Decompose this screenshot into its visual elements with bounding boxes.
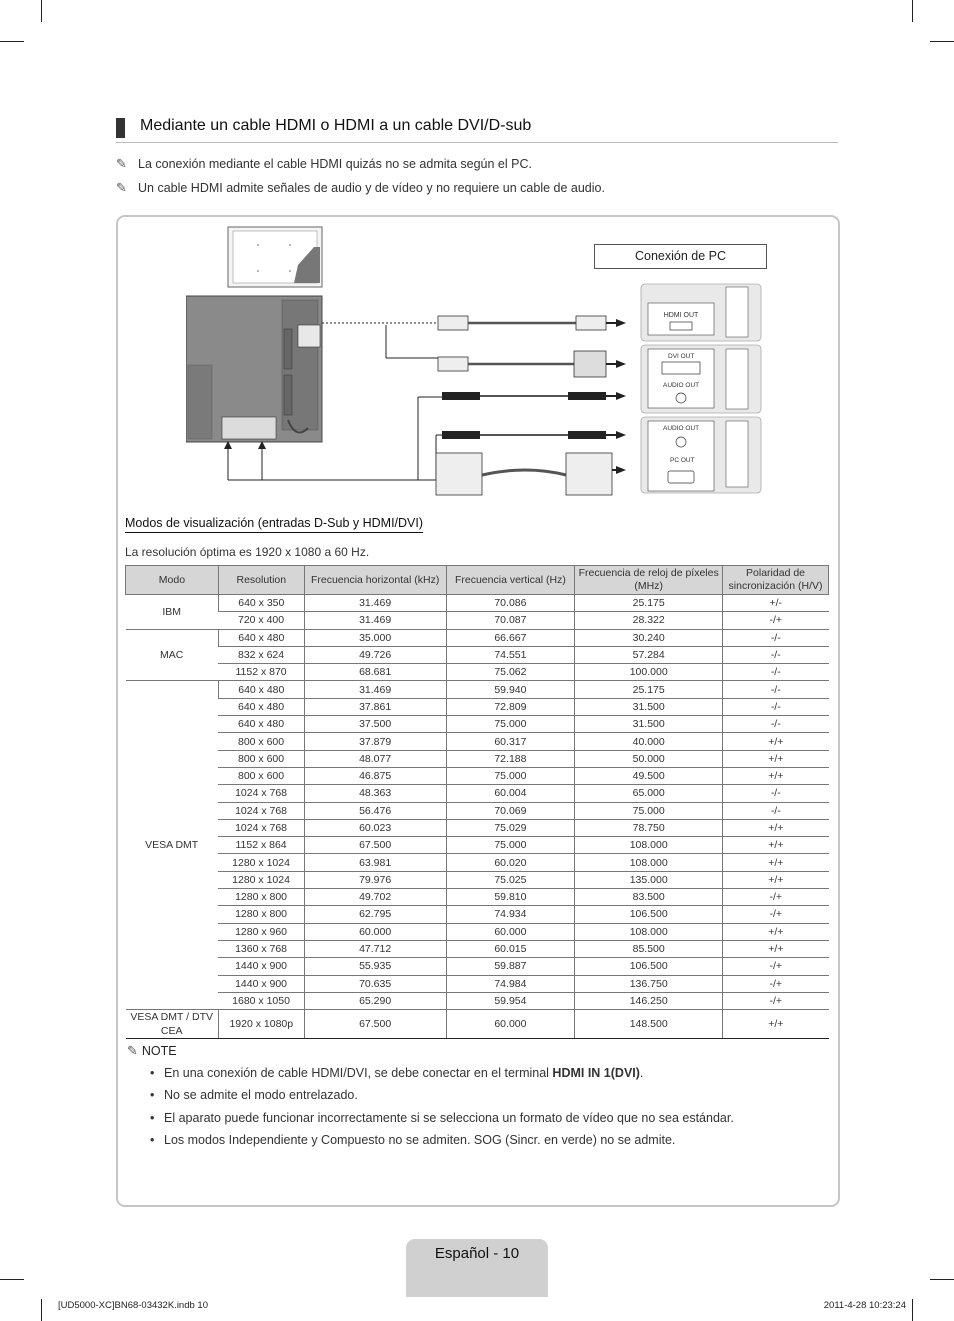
- table-cell: -/-: [723, 646, 829, 663]
- table-cell: 56.476: [304, 802, 446, 819]
- intro-note-1: ✎ La conexión mediante el cable HDMI quizás no se admita según el PC.: [116, 157, 532, 172]
- table-cell: 135.000: [575, 871, 723, 888]
- table-cell: 1280 x 800: [218, 906, 304, 923]
- table-cell: +/-: [723, 595, 829, 612]
- audio-out-label: AUDIO OUT: [663, 382, 700, 389]
- table-cell: 79.976: [304, 871, 446, 888]
- table-cell: 67.500: [304, 1010, 446, 1039]
- table-cell: 108.000: [575, 837, 723, 854]
- table-cell: 1280 x 1024: [218, 871, 304, 888]
- modes-title: Modos de visualización (entradas D-Sub y HDMI/DVI): [125, 516, 423, 533]
- table-cell: 74.551: [446, 646, 575, 663]
- table-cell: 65.000: [575, 785, 723, 802]
- crop-mark: [41, 0, 42, 22]
- table-cell: 50.000: [575, 750, 723, 767]
- table-row: [126, 854, 829, 871]
- table-cell: +/+: [723, 767, 829, 784]
- table-row: [126, 767, 829, 784]
- table-cell: -/-: [723, 785, 829, 802]
- table-cell: -/-: [723, 716, 829, 733]
- table-cell: 70.635: [304, 975, 446, 992]
- table-cell: 1440 x 900: [218, 975, 304, 992]
- pc-port-panel-hdmi: [641, 284, 761, 341]
- table-cell: 59.954: [446, 992, 575, 1009]
- intro-note-2: ✎ Un cable HDMI admite señales de audio y de vídeo y no requiere un cable de audio.: [116, 181, 605, 196]
- table-row: [126, 940, 829, 957]
- list-item: • El aparato puede funcionar incorrectamente si se selecciona un formato de vídeo que no sea estándar.: [150, 1110, 734, 1125]
- table-cell: 37.861: [304, 698, 446, 715]
- table-cell: 57.284: [575, 646, 723, 663]
- table-cell: +/+: [723, 819, 829, 836]
- pencil-icon: ✎: [127, 1044, 138, 1059]
- list-item: • No se admite el modo entrelazado.: [150, 1088, 358, 1103]
- crop-mark: [912, 1299, 913, 1321]
- table-cell: 1920 x 1080p: [218, 1010, 304, 1039]
- table-cell: 70.086: [446, 595, 575, 612]
- table-cell: 60.317: [446, 733, 575, 750]
- crop-mark: [0, 41, 24, 42]
- table-cell: +/+: [723, 837, 829, 854]
- table-cell: -/-: [723, 698, 829, 715]
- note-list: [150, 1064, 734, 1153]
- table-cell: 25.175: [575, 681, 723, 698]
- table-cell: 70.069: [446, 802, 575, 819]
- table-row: [126, 785, 829, 802]
- table-cell: +/+: [723, 750, 829, 767]
- table-row: [126, 958, 829, 975]
- table-cell: +/+: [723, 923, 829, 940]
- table-cell: 1024 x 768: [218, 802, 304, 819]
- table-cell: 48.363: [304, 785, 446, 802]
- table-cell: 37.500: [304, 716, 446, 733]
- table-cell: 1024 x 768: [218, 785, 304, 802]
- table-cell: 75.062: [446, 664, 575, 681]
- table-cell: 800 x 600: [218, 750, 304, 767]
- table-row: [126, 837, 829, 854]
- crop-mark: [912, 0, 913, 22]
- table-row: [126, 802, 829, 819]
- table-cell: 100.000: [575, 664, 723, 681]
- dvi-out-label: DVI OUT: [668, 353, 695, 360]
- table-cell: -/+: [723, 975, 829, 992]
- pc-port-panel-dsub: [641, 417, 761, 493]
- table-cell: 60.000: [446, 1010, 575, 1039]
- table-cell: 28.322: [575, 612, 723, 629]
- table-cell: 800 x 600: [218, 733, 304, 750]
- table-cell: 48.077: [304, 750, 446, 767]
- table-cell: 60.023: [304, 819, 446, 836]
- table-row: [126, 889, 829, 906]
- optimal-resolution-text: La resolución óptima es 1920 x 1080 a 60 Hz.: [125, 545, 370, 559]
- table-cell: 74.934: [446, 906, 575, 923]
- table-cell: 40.000: [575, 733, 723, 750]
- display-modes-table: [125, 565, 829, 1039]
- mode-cell: IBM: [126, 595, 219, 630]
- mode-cell: MAC: [126, 629, 219, 681]
- table-cell: +/+: [723, 1010, 829, 1039]
- table-cell: 47.712: [304, 940, 446, 957]
- table-cell: 75.000: [446, 837, 575, 854]
- table-cell: 31.500: [575, 698, 723, 715]
- table-cell: 640 x 480: [218, 629, 304, 646]
- table-cell: 1152 x 870: [218, 664, 304, 681]
- table-cell: 1440 x 900: [218, 958, 304, 975]
- table-cell: 60.000: [446, 923, 575, 940]
- mode-cell: VESA DMT / DTV CEA: [126, 1010, 219, 1039]
- table-cell: 1024 x 768: [218, 819, 304, 836]
- crop-mark: [930, 1279, 954, 1280]
- table-cell: 59.887: [446, 958, 575, 975]
- audio-out-label: AUDIO OUT: [663, 425, 700, 432]
- hdmi-out-label: HDMI OUT: [663, 312, 699, 319]
- table-cell: 1152 x 864: [218, 837, 304, 854]
- table-cell: 37.879: [304, 733, 446, 750]
- table-cell: -/+: [723, 612, 829, 629]
- crop-mark: [0, 1279, 24, 1280]
- table-cell: 106.500: [575, 958, 723, 975]
- table-cell: 75.029: [446, 819, 575, 836]
- column-header: Resolution: [218, 566, 304, 595]
- crop-mark: [930, 41, 954, 42]
- table-cell: 25.175: [575, 595, 723, 612]
- hdmi-cable-illustration: [438, 316, 606, 330]
- table-cell: 62.795: [304, 906, 446, 923]
- table-row: [126, 819, 829, 836]
- table-cell: 72.809: [446, 698, 575, 715]
- section-marker: [116, 118, 125, 138]
- column-header: Frecuencia horizontal (kHz): [304, 566, 446, 595]
- table-cell: 75.000: [446, 767, 575, 784]
- table-cell: 1680 x 1050: [218, 992, 304, 1009]
- table-cell: 66.667: [446, 629, 575, 646]
- table-cell: 31.469: [304, 612, 446, 629]
- table-cell: 108.000: [575, 923, 723, 940]
- table-row: [126, 750, 829, 767]
- footer-timestamp: 2011-4-28 10:23:24: [823, 1300, 906, 1311]
- table-row: [126, 733, 829, 750]
- table-cell: 640 x 480: [218, 681, 304, 698]
- table-cell: -/-: [723, 664, 829, 681]
- table-cell: 59.810: [446, 889, 575, 906]
- table-cell: 800 x 600: [218, 767, 304, 784]
- crop-mark: [41, 1299, 42, 1321]
- table-cell: 49.500: [575, 767, 723, 784]
- list-item: • Los modos Independiente y Compuesto no se admiten. SOG (Sincr. en verde) no se admite.: [150, 1132, 676, 1147]
- pc-out-label: PC OUT: [670, 457, 695, 464]
- table-cell: 55.935: [304, 958, 446, 975]
- table-cell: -/-: [723, 629, 829, 646]
- table-cell: 60.004: [446, 785, 575, 802]
- table-row: [126, 698, 829, 715]
- table-cell: 640 x 480: [218, 716, 304, 733]
- table-cell: 148.500: [575, 1010, 723, 1039]
- table-cell: 35.000: [304, 629, 446, 646]
- table-cell: 1280 x 960: [218, 923, 304, 940]
- table-cell: 1360 x 768: [218, 940, 304, 957]
- page-label: Español - 10: [434, 1245, 520, 1262]
- table-row: [126, 906, 829, 923]
- pc-port-panel-dvi: [641, 345, 761, 413]
- audio-cable-illustration: [442, 392, 606, 439]
- table-cell: 60.020: [446, 854, 575, 871]
- table-row: [126, 716, 829, 733]
- table-cell: +/+: [723, 940, 829, 957]
- table-cell: 75.025: [446, 871, 575, 888]
- table-cell: 49.726: [304, 646, 446, 663]
- table-cell: 75.000: [446, 716, 575, 733]
- note-header: ✎ NOTE: [127, 1044, 177, 1059]
- table-cell: 72.188: [446, 750, 575, 767]
- section-header: [116, 116, 838, 143]
- table-row: [126, 871, 829, 888]
- table-header-row: [126, 566, 829, 595]
- pc-connection-label: Conexión de PC: [594, 244, 767, 269]
- table-cell: 60.015: [446, 940, 575, 957]
- table-cell: 30.240: [575, 629, 723, 646]
- table-cell: -/-: [723, 802, 829, 819]
- table-cell: 83.500: [575, 889, 723, 906]
- table-row: [126, 595, 829, 612]
- table-cell: -/+: [723, 958, 829, 975]
- section-title: Mediante un cable HDMI o HDMI a un cable DVI/D-sub: [140, 117, 532, 134]
- table-cell: 31.500: [575, 716, 723, 733]
- table-cell: +/+: [723, 854, 829, 871]
- table-cell: 31.469: [304, 681, 446, 698]
- table-cell: 640 x 350: [218, 595, 304, 612]
- tv-rear-panel-illustration: [186, 296, 322, 442]
- table-cell: 78.750: [575, 819, 723, 836]
- dsub-cable-illustration: [436, 453, 612, 495]
- table-cell: 63.981: [304, 854, 446, 871]
- table-cell: 720 x 400: [218, 612, 304, 629]
- table-row: [126, 923, 829, 940]
- table-cell: 108.000: [575, 854, 723, 871]
- hdmi-dvi-cable-illustration: [438, 351, 606, 377]
- table-cell: -/+: [723, 992, 829, 1009]
- table-cell: 74.984: [446, 975, 575, 992]
- table-row: [126, 629, 829, 646]
- table-cell: 640 x 480: [218, 698, 304, 715]
- table-cell: 59.940: [446, 681, 575, 698]
- mode-cell: VESA DMT: [126, 681, 219, 1010]
- table-row: [126, 646, 829, 663]
- table-cell: 31.469: [304, 595, 446, 612]
- table-cell: 832 x 624: [218, 646, 304, 663]
- pencil-icon: ✎: [116, 157, 127, 172]
- pencil-icon: ✎: [116, 181, 127, 196]
- list-item: • En una conexión de cable HDMI/DVI, se debe conectar en el terminal HDMI IN 1(DVI).: [150, 1066, 644, 1080]
- table-cell: 1280 x 800: [218, 889, 304, 906]
- table-cell: -/+: [723, 889, 829, 906]
- table-row: [126, 681, 829, 698]
- table-cell: -/+: [723, 906, 829, 923]
- table-cell: 49.702: [304, 889, 446, 906]
- table-cell: 146.250: [575, 992, 723, 1009]
- page-number-tab: [406, 1239, 548, 1297]
- table-row: [126, 992, 829, 1009]
- table-cell: 65.290: [304, 992, 446, 1009]
- table-cell: 70.087: [446, 612, 575, 629]
- column-header: Frecuencia de reloj de píxeles (MHz): [575, 566, 723, 595]
- table-cell: -/-: [723, 681, 829, 698]
- table-cell: 106.500: [575, 906, 723, 923]
- table-cell: 67.500: [304, 837, 446, 854]
- table-cell: +/+: [723, 733, 829, 750]
- table-cell: 46.875: [304, 767, 446, 784]
- footer-file-name: [UD5000-XC]BN68-03432K.indb 10: [58, 1300, 208, 1311]
- table-cell: 1280 x 1024: [218, 854, 304, 871]
- column-header: Frecuencia vertical (Hz): [446, 566, 575, 595]
- table-cell: 68.681: [304, 664, 446, 681]
- column-header: Modo: [126, 566, 219, 595]
- column-header: Polaridad de sincronización (H/V): [723, 566, 829, 595]
- table-cell: 136.750: [575, 975, 723, 992]
- table-cell: 85.500: [575, 940, 723, 957]
- table-cell: 60.000: [304, 923, 446, 940]
- table-row: [126, 975, 829, 992]
- table-row: [126, 612, 829, 629]
- table-cell: 75.000: [575, 802, 723, 819]
- table-body: [126, 595, 829, 1039]
- table-row: [126, 664, 829, 681]
- tv-thumbnail-illustration: [228, 227, 322, 287]
- table-cell: +/+: [723, 871, 829, 888]
- table-row: [126, 1010, 829, 1039]
